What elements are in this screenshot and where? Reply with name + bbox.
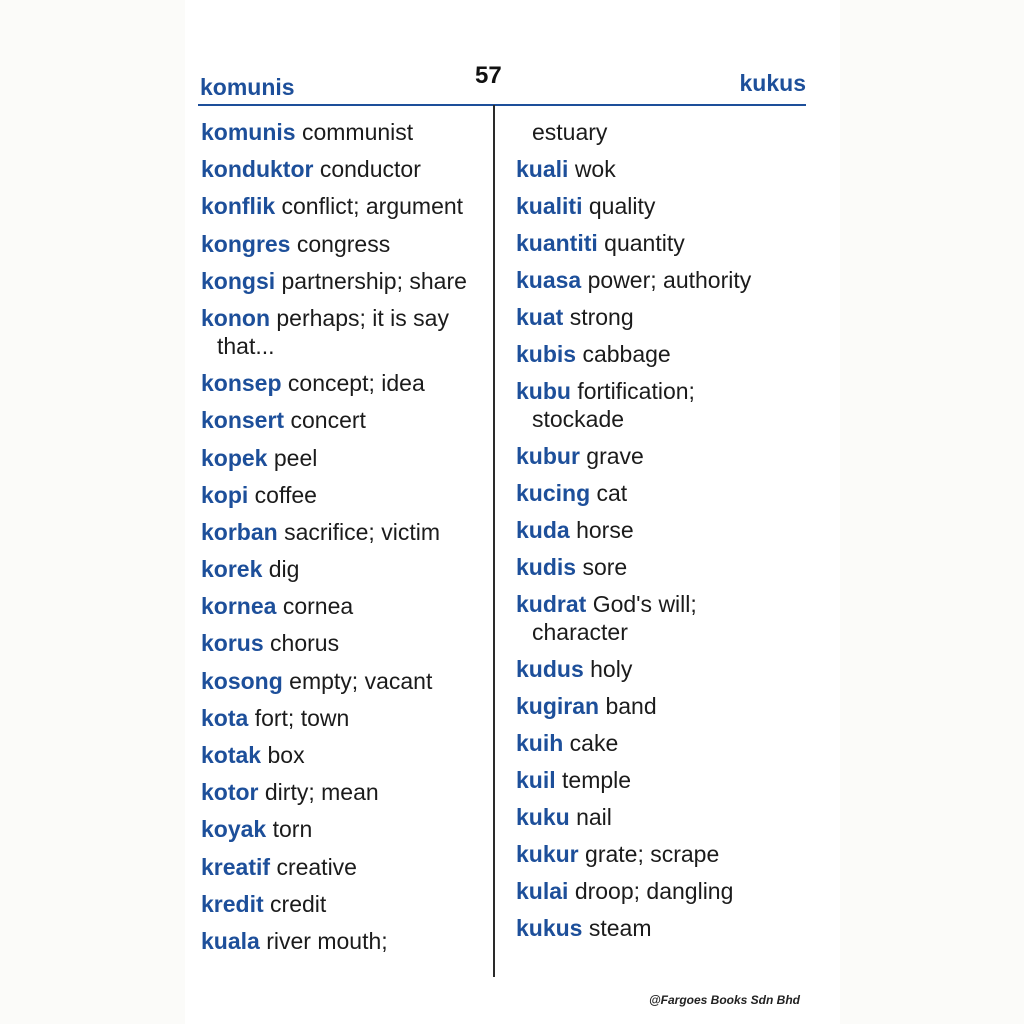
definition: box xyxy=(267,742,305,768)
dictionary-entry xyxy=(516,516,806,544)
dictionary-entry xyxy=(516,553,806,581)
dictionary-entry xyxy=(516,766,806,794)
dictionary-entry xyxy=(201,444,486,472)
headword: kugiran xyxy=(516,693,600,719)
left-column xyxy=(201,118,486,964)
definition: dig xyxy=(268,556,300,583)
headword: kreatif xyxy=(201,853,271,880)
definition: holy xyxy=(590,656,633,682)
dictionary-entry xyxy=(201,853,486,881)
definition: communist xyxy=(301,119,414,145)
headword: kubur xyxy=(516,443,580,469)
definition: cornea xyxy=(282,593,354,620)
definition: cabbage xyxy=(582,341,671,367)
dictionary-entry xyxy=(201,304,486,360)
definition: sore xyxy=(582,554,628,580)
dictionary-entry xyxy=(516,340,806,368)
definition: cat xyxy=(596,480,628,506)
headword: kukus xyxy=(516,915,583,941)
dictionary-entry xyxy=(201,555,486,583)
headword: konduktor xyxy=(201,156,314,183)
right-column xyxy=(516,118,806,951)
dictionary-entry xyxy=(516,303,806,331)
dictionary-entry xyxy=(516,442,806,470)
definition-continuation: stockade xyxy=(532,406,625,432)
page-number: 57 xyxy=(475,62,502,89)
definition: perhaps; it is say xyxy=(276,304,449,331)
dictionary-entry xyxy=(201,741,486,769)
headword: kuat xyxy=(516,304,564,330)
headword: kuih xyxy=(516,730,564,756)
headword: kubis xyxy=(516,341,577,367)
headword: kopek xyxy=(201,444,268,471)
dictionary-entry xyxy=(516,914,806,942)
continued-definition: estuary xyxy=(532,119,608,145)
definition: God's will; xyxy=(592,591,697,617)
headword: korek xyxy=(201,556,263,583)
headword: kuantiti xyxy=(516,230,598,256)
copyright-notice: @Fargoes Books Sdn Bhd xyxy=(648,993,800,1007)
headword: korban xyxy=(201,518,278,545)
dictionary-entry xyxy=(201,815,486,843)
definition: strong xyxy=(569,304,634,330)
dictionary-entry xyxy=(516,692,806,720)
definition: congress xyxy=(296,230,391,257)
definition: concept; idea xyxy=(287,370,425,397)
dictionary-entry xyxy=(201,667,486,695)
definition: band xyxy=(605,693,657,719)
dictionary-entry xyxy=(201,518,486,546)
definition: empty; vacant xyxy=(289,667,433,694)
definition: cake xyxy=(569,730,619,756)
dictionary-entry xyxy=(201,118,486,146)
definition: temple xyxy=(562,767,632,793)
definition-continuation: that... xyxy=(217,332,275,359)
headword: kuil xyxy=(516,767,556,793)
dictionary-entry xyxy=(201,230,486,258)
dictionary-entry xyxy=(516,266,806,294)
dictionary-entry xyxy=(201,369,486,397)
definition-continuation: character xyxy=(532,619,628,645)
definition: torn xyxy=(272,816,313,843)
dictionary-entry xyxy=(201,704,486,732)
definition: grave xyxy=(586,443,644,469)
definition: sacrifice; victim xyxy=(284,518,440,545)
header-rule xyxy=(198,104,806,106)
dictionary-entry xyxy=(201,927,486,955)
right-guideword: kukus xyxy=(739,70,806,96)
dictionary-entry xyxy=(201,890,486,918)
headword: kongres xyxy=(201,230,291,257)
headword: kudrat xyxy=(516,591,587,617)
headword: kukur xyxy=(516,841,579,867)
definition: nail xyxy=(576,804,612,830)
dictionary-entry xyxy=(516,729,806,757)
headword: kuasa xyxy=(516,267,582,293)
dictionary-entry xyxy=(201,406,486,434)
headword: kuali xyxy=(516,156,569,182)
dictionary-entry xyxy=(516,803,806,831)
dictionary-entry xyxy=(516,590,806,646)
headword: kota xyxy=(201,704,249,731)
definition: quantity xyxy=(604,230,685,256)
headword: kudis xyxy=(516,554,577,580)
headword: kredit xyxy=(201,890,264,917)
definition: credit xyxy=(270,890,327,917)
definition: partnership; share xyxy=(281,267,467,294)
headword: kualiti xyxy=(516,193,583,219)
headword: kotak xyxy=(201,742,262,768)
dictionary-entry xyxy=(516,840,806,868)
dictionary-entry xyxy=(201,629,486,657)
headword: konon xyxy=(201,304,270,331)
definition: peel xyxy=(273,444,318,471)
dictionary-entry xyxy=(201,481,486,509)
dictionary-entry xyxy=(516,877,806,905)
headword: kudus xyxy=(516,656,584,682)
headword: kopi xyxy=(201,481,249,508)
definition: fort; town xyxy=(254,704,350,731)
headword: kuku xyxy=(516,804,570,830)
headword: kubu xyxy=(516,378,571,404)
headword: kuala xyxy=(201,927,260,954)
dictionary-entry xyxy=(201,155,486,183)
dictionary-entry xyxy=(516,192,806,220)
definition: grate; scrape xyxy=(585,841,720,867)
headword: kongsi xyxy=(201,267,276,294)
column-divider xyxy=(493,105,495,977)
dictionary-entry xyxy=(516,377,806,433)
definition: power; authority xyxy=(587,267,752,293)
definition: dirty; mean xyxy=(264,779,379,806)
headword: kornea xyxy=(201,593,277,620)
headword: korus xyxy=(201,630,264,657)
headword: komunis xyxy=(201,119,296,145)
definition: river mouth; xyxy=(266,927,388,954)
headword: koyak xyxy=(201,816,267,843)
headword: kucing xyxy=(516,480,591,506)
dictionary-entry xyxy=(201,778,486,806)
definition: creative xyxy=(276,853,357,880)
headword: konsep xyxy=(201,370,282,397)
dictionary-entry xyxy=(516,655,806,683)
definition: coffee xyxy=(254,481,317,508)
dictionary-entry xyxy=(201,267,486,295)
headword: kuda xyxy=(516,517,570,543)
headword: kosong xyxy=(201,667,283,694)
dictionary-entry xyxy=(516,479,806,507)
definition: conflict; argument xyxy=(281,193,464,220)
definition: steam xyxy=(588,915,652,941)
headword: kulai xyxy=(516,878,569,904)
definition: wok xyxy=(574,156,616,182)
dictionary-entry xyxy=(516,229,806,257)
headword: konsert xyxy=(201,407,285,434)
left-guideword: komunis xyxy=(200,74,295,100)
definition: conductor xyxy=(319,156,421,183)
headword: kotor xyxy=(201,779,259,806)
headword: konflik xyxy=(201,193,276,220)
definition: fortification; xyxy=(577,378,695,404)
dictionary-entry xyxy=(516,155,806,183)
dictionary-entry xyxy=(201,192,486,220)
definition: horse xyxy=(576,517,634,543)
definition: chorus xyxy=(270,630,340,657)
definition: quality xyxy=(588,193,656,219)
definition: concert xyxy=(290,407,366,434)
definition: droop; dangling xyxy=(574,878,734,904)
dictionary-entry xyxy=(201,592,486,620)
